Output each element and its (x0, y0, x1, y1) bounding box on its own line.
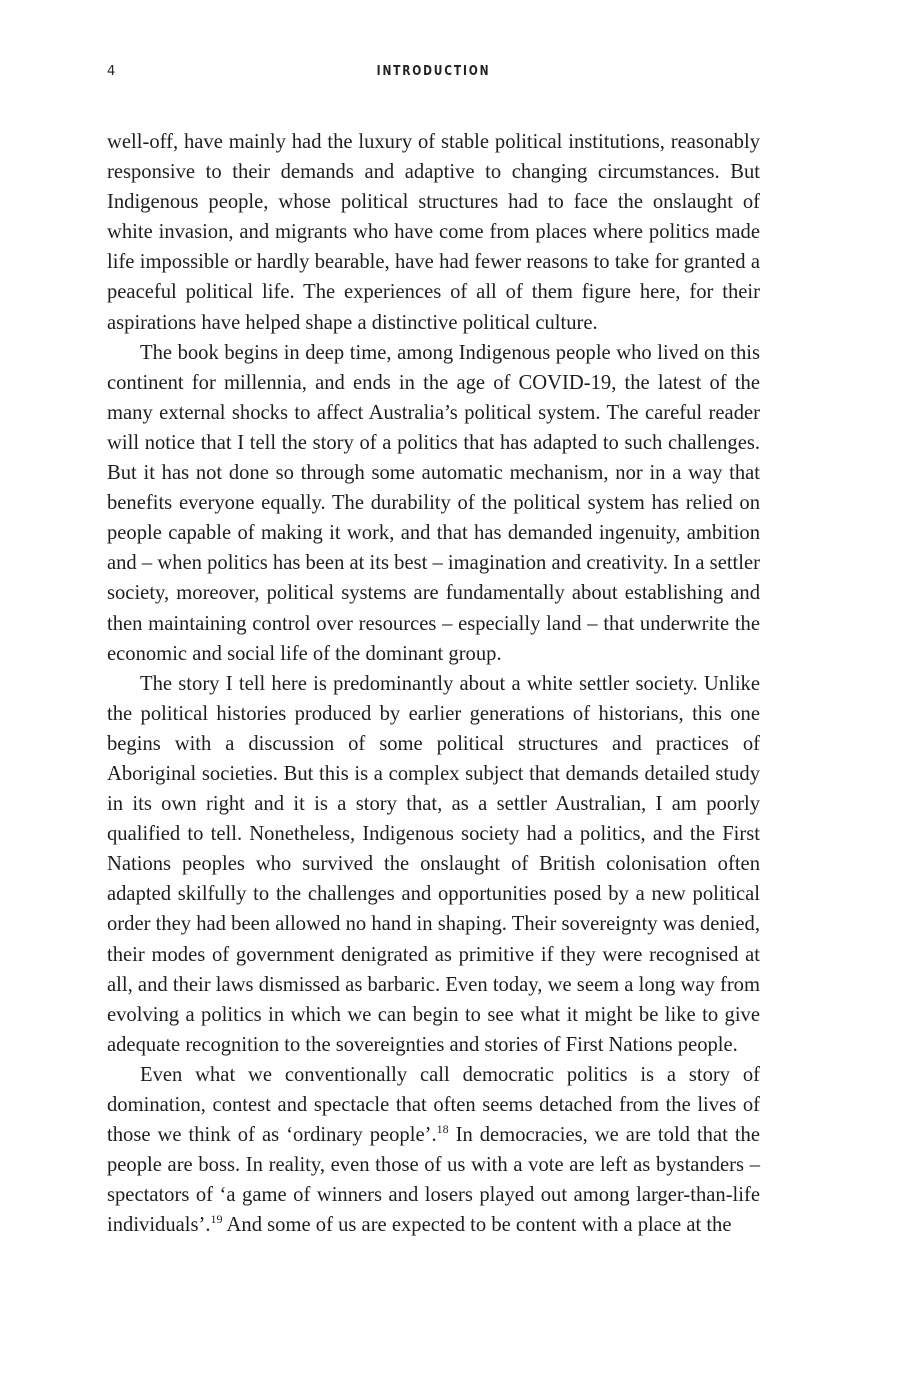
paragraph-1: well-off, have mainly had the luxury of stable political institutions, reasonably responsive to their demands and adaptive to changing circumstances. But Indigenous people, whose political structures had to face the onslaught of white invasion, and migrants who have come from places where politics made life impossible or hardly bearable, have had fewer reasons to take for granted a peaceful political life. The experiences of all of them figure here, for their aspirations have helped shape a distinctive political culture. (107, 131, 760, 334)
footnote-marker-19[interactable]: 19 (210, 1212, 223, 1227)
paragraph-4-text-1: Even what we conventionally call democratic politics is a story of domination, contest and spectacle that often seems detached from the lives of those we think of as ‘ordinary people’. (107, 1063, 760, 1147)
page-number: 4 (107, 64, 118, 79)
section-title: INTRODUCTION (376, 64, 491, 79)
paragraph-4-text-2: In democracies, we are told that the people are boss. In reality, even those of us with a vote are left as bystanders – spectators of ‘a game of winners and losers played out among larger-than-life individuals’. (107, 1124, 760, 1237)
running-head (107, 64, 760, 84)
paragraph-2: The book begins in deep time, among Indigenous people who lived on this continent for millennia, and ends in the age of COVID-19, the latest of the many external shocks to affect Australia’s political system. The careful reader will notice that I tell the story of a politics that has adapted to such challenges. But it has not done so through some automatic mechanism, nor in a way that benefits everyone equally. The durability of the political system has relied on people capable of making it work, and that has demanded ingenuity, ambition and – when politics has been at its best – imagination and creativity. In a settler society, moreover, political systems are fundamentally about establishing and then maintaining control over resources – especially land – that underwrite the economic and social life of the dominant group. (107, 341, 760, 665)
body-text (107, 127, 760, 1240)
paragraph-4 (107, 1060, 760, 1241)
paragraph-3: The story I tell here is predominantly about a white settler society. Unlike the political histories produced by earlier generations of historians, this one begins with a discussion of some political structures and practices of Aboriginal societies. But this is a complex subject that demands detailed study in its own right and it is a story that, as a settler Australian, I am poorly qualified to tell. Nonetheless, Indigenous society had a politics, and the First Nations peoples who survived the onslaught of British colonisation often adapted skilfully to the challenges and opportunities posed by a new political order they had been allowed no hand in shaping. Their sovereignty was denied, their modes of government denigrated as primitive if they were recognised at all, and their laws dismissed as barbaric. Even today, we seem a long way from evolving a politics in which we can begin to see what it might be like to give adequate recognition to the sovereignties and stories of First Nations people. (107, 672, 760, 1056)
paragraph-4-text-3: And some of us are expected to be content with a place at the (222, 1214, 732, 1237)
footnote-marker-18[interactable]: 18 (436, 1122, 449, 1137)
